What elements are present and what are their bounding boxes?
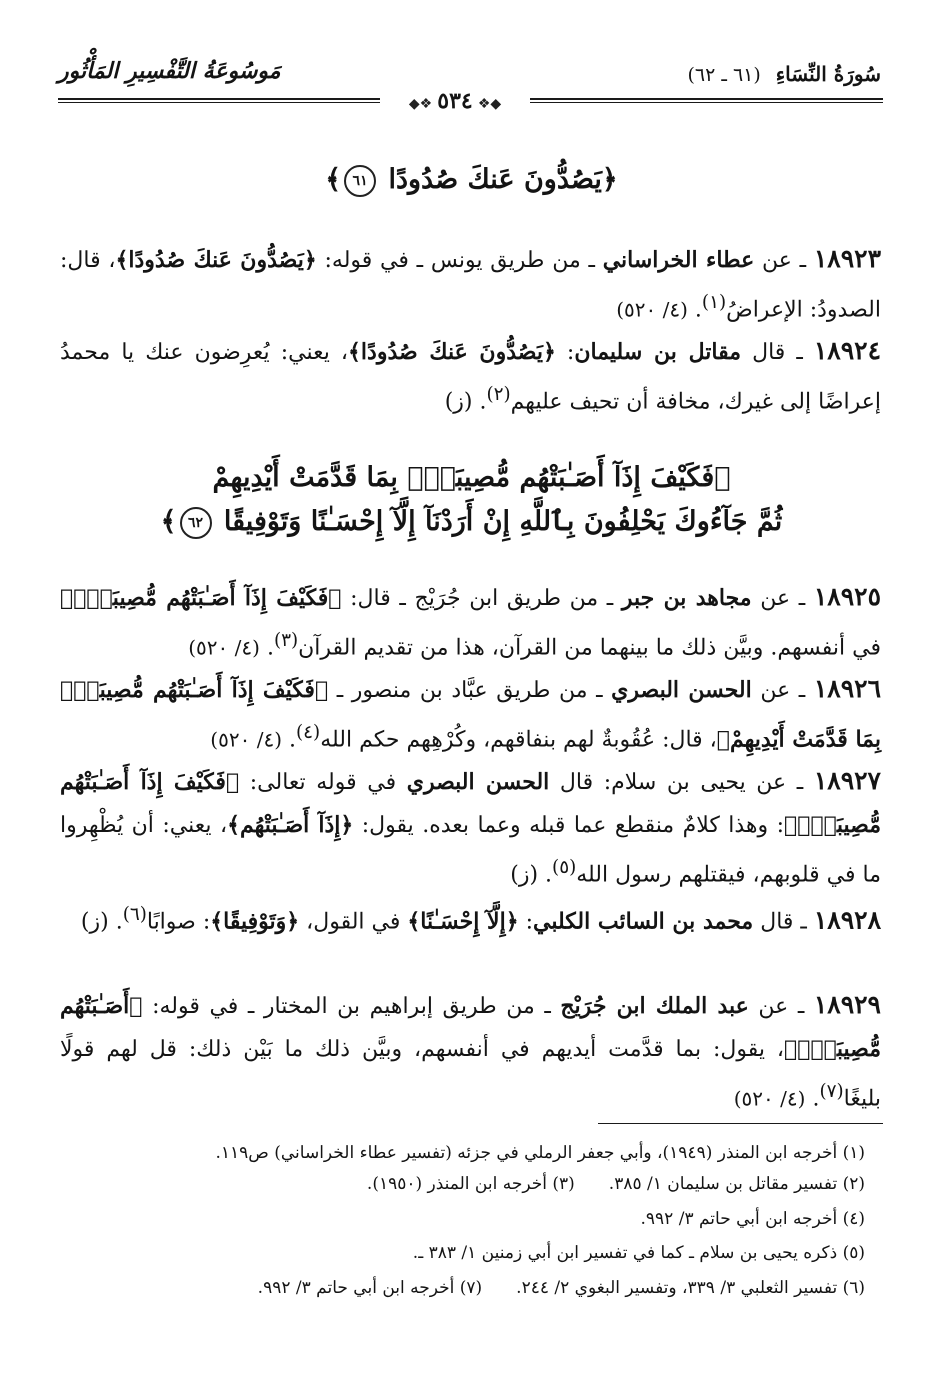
page-number-box: [380, 88, 530, 114]
narrator-name: عطاء الخراساني: [602, 247, 755, 273]
narration-text: ـ عن: [751, 586, 814, 611]
ornament-icon: ◆❖: [408, 96, 433, 112]
narrator-name: محمد بن السائب الكلبي: [533, 908, 754, 935]
page-number: ٥٣٤: [437, 88, 473, 114]
footnote-3: (٣) أخرجه ابن المنذر (١٩٥٠).: [366, 1174, 575, 1194]
narration-text: ، قال: عُقُوبةٌ لهم بنفاقهم، وكُرْهِهم حكم الله: [320, 727, 717, 753]
footnote-separator: [598, 1123, 883, 1124]
narration-18923: [60, 238, 881, 331]
narration-text: . (ز): [80, 909, 123, 935]
narration-text: ، يعني: يُعرِضون عنك يا محمدُ إعراضًا إلى غيرك، مخافة أن تحيف عليهم: [60, 340, 881, 415]
quran-quote: ﴿يَصُدُّونَ عَنكَ صُدُودًا﴾: [115, 247, 317, 273]
narrator-name: الحسن البصري: [406, 769, 550, 795]
source-reference: (٤/ ٥٢٠): [616, 297, 688, 322]
narration-text: ، يعني: أن يُظْهِروا ما في قلوبهم، فيقتلهم رسول الله: [60, 813, 881, 888]
narration-text: في قوله تعالى:: [239, 770, 407, 795]
narrator-name: مجاهد بن جبر: [621, 585, 752, 611]
footnote-ref[interactable]: (٧): [819, 1081, 844, 1102]
footnote-ref[interactable]: (٤): [296, 722, 321, 743]
footnote-ref[interactable]: (٢): [486, 384, 511, 405]
narration-text: . (ز): [510, 862, 553, 888]
narration-text: ـ عن: [748, 994, 814, 1019]
narration-text: : وهذا كلامٌ منقطع عما قبله وعما بعده. يقول:: [353, 813, 785, 838]
narration-text: .: [687, 297, 702, 323]
narration-number: ١٨٩٢٩: [813, 990, 881, 1019]
verse-line-2: [60, 500, 883, 544]
quran-quote: ﴿إِذَآ أَصَـٰبَتْهُم﴾: [227, 812, 354, 838]
narration-text: :: [555, 340, 575, 365]
running-header-surah: [687, 62, 881, 86]
footnote-row-2-3: [60, 1169, 865, 1200]
narration-text: ـ قال: [753, 909, 814, 935]
narration-number: ١٨٩٢٨: [813, 905, 881, 935]
verse-text: ثُمَّ جَآءُوكَ يَحْلِفُونَ بِٱللَّهِ إِنْ أَرَدْنَآ إِلَّآ إِحْسَـٰنًا وَتَوْفِيقًا: [223, 506, 783, 537]
quran-quote: ﴿فَكَيْفَ إِذَآ أَصَـٰبَتْهُم مُّصِيبَةٌۢ﴾: [60, 585, 342, 611]
verse-heading-61: [60, 158, 883, 202]
narration-18928: [60, 894, 881, 943]
verse-range: (٦١ ـ ٦٢): [687, 64, 761, 86]
narration-18926: [60, 668, 881, 761]
footnote-4: (٤) أخرجه ابن أبي حاتم ٣/ ٩٩٢.: [640, 1209, 865, 1229]
surah-name: سُورَةُ النِّسَاءِ: [775, 62, 881, 86]
narrator-name: عبد الملك ابن جُرَيْج: [560, 993, 749, 1019]
narration-text: ـ عن: [751, 678, 814, 703]
verse-close-bracket: ﴾: [325, 164, 342, 195]
narration-number: ١٨٩٢٤: [813, 336, 881, 365]
narration-text: ـ من طريق إبراهيم بن المختار ـ في قوله:: [142, 994, 561, 1019]
quran-quote: ﴿إِلَّآ إِحْسَـٰنًا﴾: [407, 908, 519, 935]
quran-quote: ﴿فَكَيْفَ إِذَآ أَصَـٰبَتْهُم مُّصِيبَةٌۢ﴾: [60, 769, 881, 838]
quran-quote: ﴿وَتَوْفِيقًا﴾: [210, 908, 300, 935]
narration-text: في القول،: [299, 909, 408, 935]
verse-line-1: ﴿فَكَيْفَ إِذَآ أَصَـٰبَتْهُم مُّصِيبَةٌۢ بِمَا قَدَّمَتْ أَيْدِيهِمْ: [212, 462, 731, 493]
narration-text: ، قال: الصدودُ: الإعراضُ: [60, 248, 881, 323]
verse-text: ﴿يَصُدُّونَ عَنكَ صُدُودًا: [388, 164, 618, 195]
narration-text: ـ من طريق ابن جُرَيْج ـ قال:: [341, 586, 622, 611]
ayah-number-marker: ٦٢: [180, 507, 212, 539]
narration-text: . (ز): [444, 389, 487, 415]
narration-18927: [60, 760, 881, 896]
narration-text: ، يقول: بما قدَّمت أيديهم في أنفسهم، وبيَّن ذلك ما بَيْن ذلك: قل لهم قولًا بليغًا: [60, 1037, 881, 1112]
narration-text: :: [518, 909, 534, 935]
narration-18929: [60, 984, 881, 1120]
narration-number: ١٨٩٢٣: [813, 244, 881, 273]
footnote-row-6-7: [60, 1273, 865, 1304]
ornament-icon: ❖◆: [477, 96, 502, 112]
narration-text: ـ من طريق يونس ـ في قوله:: [316, 248, 603, 273]
verse-close-bracket: ﴾: [160, 506, 177, 537]
narration-text: في أنفسهم. وبيَّن ذلك ما بينهما من القرآن، هذا من تقديم القرآن: [298, 635, 881, 661]
narration-text: .: [259, 635, 274, 661]
quran-quote: ﴿فَكَيْفَ إِذَآ أَصَـٰبَتْهُم مُّصِيبَةٌۢ بِمَا قَدَّمَتْ أَيْدِيهِمْ﴾: [60, 677, 881, 753]
footnote-ref[interactable]: (٦): [122, 904, 147, 925]
quran-quote: ﴿أَصَـٰبَتْهُم مُّصِيبَةٌۢ﴾: [60, 993, 881, 1062]
narration-text: ـ عن: [754, 248, 814, 273]
footnote-ref[interactable]: (٣): [273, 630, 299, 651]
footnote-1: (١) أخرجه ابن المنذر (١٩٤٩)، وأبي جعفر الرملي في جزئه (تفسير عطاء الخراساني) ص١١٩.: [215, 1143, 865, 1163]
source-reference: (٤/ ٥٢٠): [733, 1086, 806, 1111]
quran-quote: ﴿يَصُدُّونَ عَنكَ صُدُودًا﴾: [348, 339, 556, 365]
running-header-book-title: مَوسُوعَةُ التَّفْسِيرِ المَأْثُور: [58, 58, 281, 84]
source-reference: (٤/ ٥٢٠): [210, 727, 283, 752]
narration-text: .: [805, 1086, 820, 1112]
footnote-ref[interactable]: (٥): [552, 857, 577, 878]
footnote-ref[interactable]: (١): [701, 292, 727, 313]
footnote-6: (٦) تفسير الثعلبي ٣/ ٣٣٩، وتفسير البغوي ٢/ ٢٤٤.: [516, 1278, 865, 1298]
narrator-name: مقاتل بن سليمان: [574, 339, 742, 365]
narration-text: ـ قال: [741, 340, 814, 365]
narration-18924: [60, 330, 881, 423]
footnote-5: (٥) ذكره يحيى بن سلام ـ كما في تفسير ابن أبي زمنين ١/ ٣٨٣ ـ.: [412, 1243, 865, 1263]
footnote-2: (٢) تفسير مقاتل بن سليمان ١/ ٣٨٥.: [608, 1174, 865, 1194]
verse-heading-62: [60, 456, 883, 544]
narration-number: ١٨٩٢٦: [813, 674, 881, 703]
narration-text: ـ من طريق عبَّاد بن منصور ـ: [328, 678, 612, 703]
ayah-number-marker: ٦١: [344, 165, 376, 197]
narrator-name: الحسن البصري: [611, 677, 752, 703]
footnote-7: (٧) أخرجه ابن أبي حاتم ٣/ ٩٩٢.: [257, 1278, 483, 1298]
narration-text: : صوابًا: [146, 909, 211, 935]
narration-number: ١٨٩٢٧: [813, 766, 881, 795]
source-reference: (٤/ ٥٢٠): [188, 635, 260, 660]
narration-number: ١٨٩٢٥: [813, 582, 881, 611]
narration-text: ـ عن يحيى بن سلام: قال: [549, 770, 814, 795]
narration-text: .: [282, 727, 297, 753]
narration-18925: [60, 576, 881, 669]
